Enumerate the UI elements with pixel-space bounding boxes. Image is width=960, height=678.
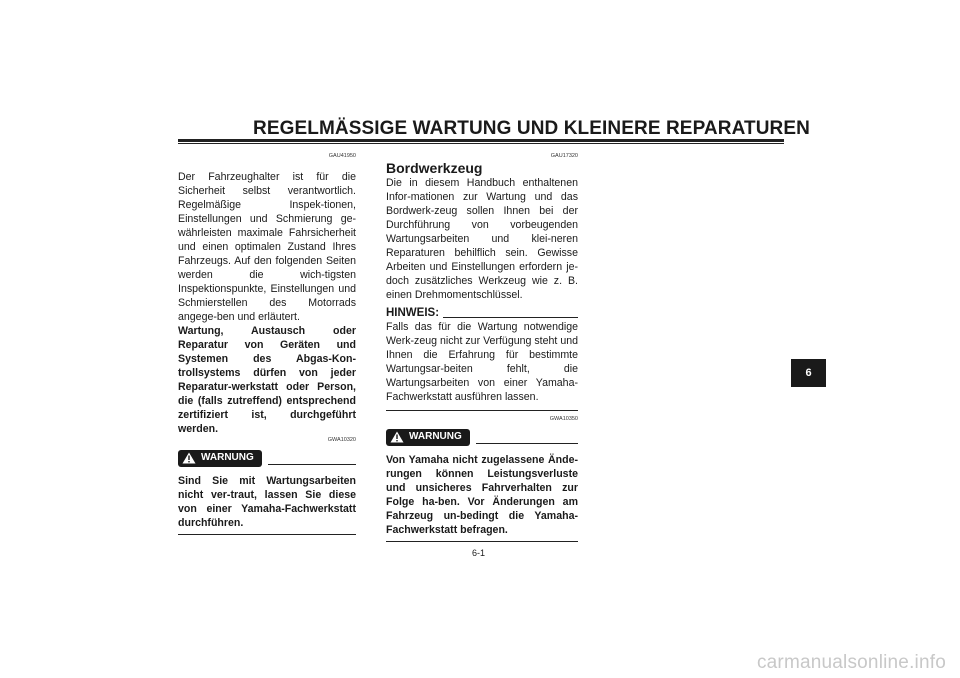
warning-code: GWA10350: [549, 416, 578, 422]
warning-rule: [268, 464, 356, 465]
warning-badge: [386, 429, 470, 446]
watermark: carmanualsonline.info: [756, 652, 946, 673]
warning-triangle-icon: [182, 452, 196, 464]
left-column: [178, 152, 356, 535]
warning-text: Sind Sie mit Wartungsarbeiten nicht ver-traut, lassen Sie diese von einer Yamaha-Fachwerkstatt durchführen.: [178, 475, 356, 529]
note-header: [386, 306, 578, 320]
section-code: GAU41950: [328, 153, 356, 159]
warning-rule: [476, 443, 578, 444]
warning-triangle-icon: [390, 431, 404, 443]
section-heading: Bordwerkzeug: [386, 160, 483, 176]
note-rule: [443, 317, 578, 318]
note-label: HINWEIS:: [386, 307, 440, 319]
intro-paragraph: Der Fahrzeughalter ist für die Sicherheit selbst verantwortlich. Regelmäßige Inspek-tionen, Einstellungen und Schmierung ge-währleisten maximale Fahrsicherheit und einen optimalen Zustand Ihres Fahrzeugs. Auf den folgenden Seiten werden die wich-tigsten Inspektionspunkte, Einstellungen und Schmierstellen des Motorrads angege-ben und erläutert.: [178, 171, 356, 323]
tools-paragraph: Die in diesem Handbuch enthaltenen Infor-mationen zur Wartung und das Bordwerk-zeug sollen Ihnen bei der Durchführung von vorbeugenden Wartungsarbeiten und klei-neren Reparaturen behilflich sein. Gewisse Arbeiten und Einstellungen erfordern je-doch zusätzliches Werkzeug wie z. B. einen Drehmomentschlüssel.: [386, 177, 578, 301]
warning-text: Von Yamaha nicht zugelassene Ände-rungen können Leistungsverluste und unsicheres Fahrverhalten zur Folge ha-ben. Vor Änderungen am Fahrzeug un-bedingt die Yamaha-Fachwerkstatt befragen.: [386, 454, 578, 536]
warning-badge: [178, 450, 262, 467]
page-title: REGELMÄSSIGE WARTUNG UND KLEINERE REPARATUREN: [253, 118, 810, 139]
title-rule-thick: [178, 139, 784, 142]
note-text: Falls das für die Wartung notwendige Werk-zeug nicht zur Verfügung steht und Ihnen die Erfahrung für bestimmte Wartungsar-beiten fehlt, die Wartungsarbeiten von einer Yamaha-Fachwerkstatt ausführen lassen.: [386, 321, 578, 403]
warning-label: WARNUNG: [409, 431, 462, 442]
right-column: [386, 152, 578, 542]
warning-header: [386, 429, 578, 445]
section-code: GAU17320: [550, 153, 578, 159]
emission-note: Wartung, Austausch oder Reparatur von Geräten und Systemen des Abgas-Kon-trollsystems dürfen von jeder Reparatur-werkstatt oder Person, die (falls zutreffend) entsprechend zertifiziert ist, durchgeführt werden.: [178, 325, 356, 435]
chapter-tab: 6: [791, 359, 826, 387]
warning-label: WARNUNG: [201, 452, 254, 463]
title-rule-thin: [178, 143, 784, 144]
warning-bottom-rule: [178, 534, 356, 535]
warning-header: [178, 450, 356, 466]
warning-code: GWA10320: [327, 437, 356, 443]
warning-bottom-rule: [386, 541, 578, 542]
page-number: 6-1: [472, 548, 486, 558]
note-bottom-rule: [386, 410, 578, 411]
